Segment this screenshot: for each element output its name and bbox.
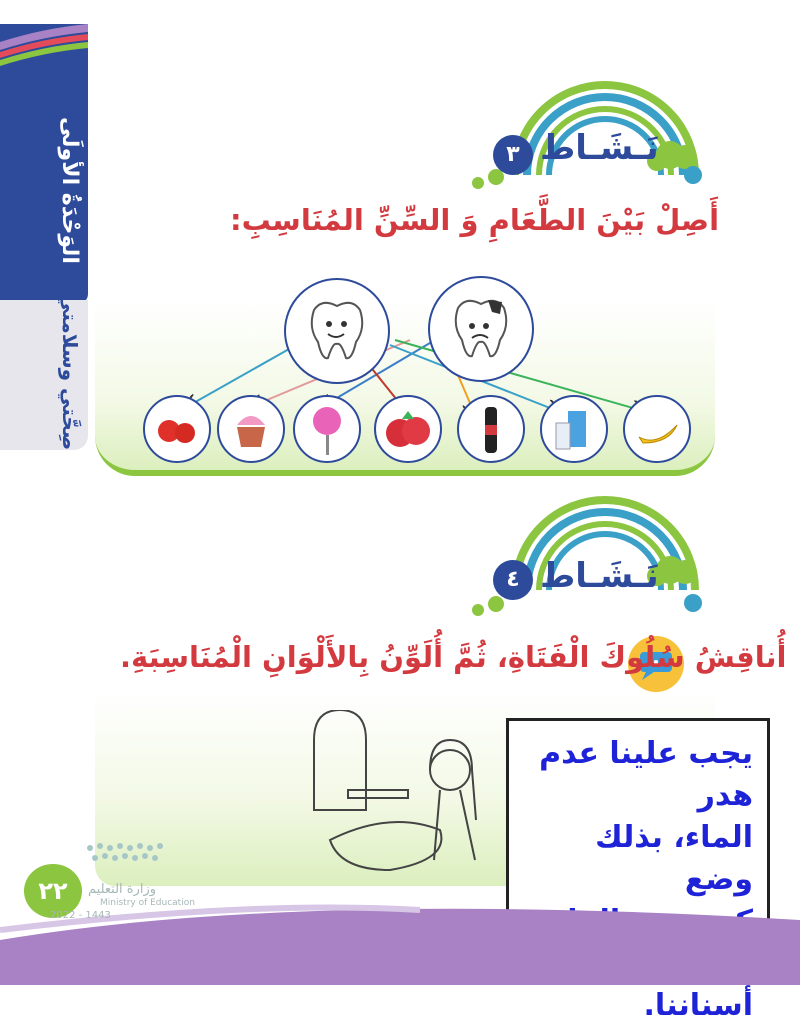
answer-line: أسناننا.: [643, 988, 753, 1023]
food-strawberries[interactable]: [374, 395, 442, 463]
food-milk[interactable]: [540, 395, 608, 463]
activity3-number: ٣: [493, 135, 533, 175]
food-tomatoes[interactable]: [143, 395, 211, 463]
banana-icon: [625, 397, 689, 461]
decayed-tooth-circle[interactable]: [428, 276, 534, 382]
snowflake-icon: [678, 588, 708, 618]
activity4-instruction: أُناقِشُ سُلُوكَ الْفَتَاةِ، ثُمَّ أُلَوِّنُ بِالأَلْوَانِ الْمُنَاسِبَةِ.: [120, 640, 787, 674]
cupcake-icon: [219, 397, 283, 461]
soda-bottle-icon: [459, 397, 523, 461]
girl-brushing-illustration: [300, 710, 500, 888]
ministry-name-en: Ministry of Education: [100, 898, 195, 908]
milk-icon: [542, 397, 606, 461]
decayed-tooth-icon: [430, 278, 532, 380]
answer-line: يجب علينا عدم هدر: [539, 736, 753, 813]
food-lollipop[interactable]: [293, 395, 361, 463]
food-cupcake[interactable]: [217, 395, 285, 463]
page-number: ٢٢: [24, 864, 82, 918]
unit-title: الوَحْدَةُ الأولَى: [57, 116, 82, 264]
tomato-icon: [145, 397, 209, 461]
activity4-number: ٤: [493, 560, 533, 600]
healthy-tooth-circle[interactable]: [284, 278, 390, 384]
healthy-tooth-icon: [286, 280, 388, 382]
activity4-label: نَـشَـاط: [540, 556, 659, 596]
snowflake-icon: [678, 160, 708, 190]
lollipop-icon: [295, 397, 359, 461]
lesson-title: صِحَّتي وسلامتي: [58, 292, 82, 450]
edition-year: 2022 - 1443: [50, 910, 111, 921]
strawberry-icon: [376, 397, 440, 461]
answer-line: الماء، بذلك وضع: [595, 820, 753, 897]
ministry-name-ar: وزارة التعليم: [88, 882, 157, 897]
food-soda[interactable]: [457, 395, 525, 463]
side-stripes: [0, 24, 88, 74]
activity3-instruction: أَصِلْ بَيْنَ الطَّعَامِ وَ السِّنِّ المُنَاسِبِ:: [230, 203, 720, 237]
food-banana[interactable]: [623, 395, 691, 463]
activity3-label: نَـشَـاط: [540, 128, 659, 168]
ministry-logo-icon: [80, 838, 180, 878]
